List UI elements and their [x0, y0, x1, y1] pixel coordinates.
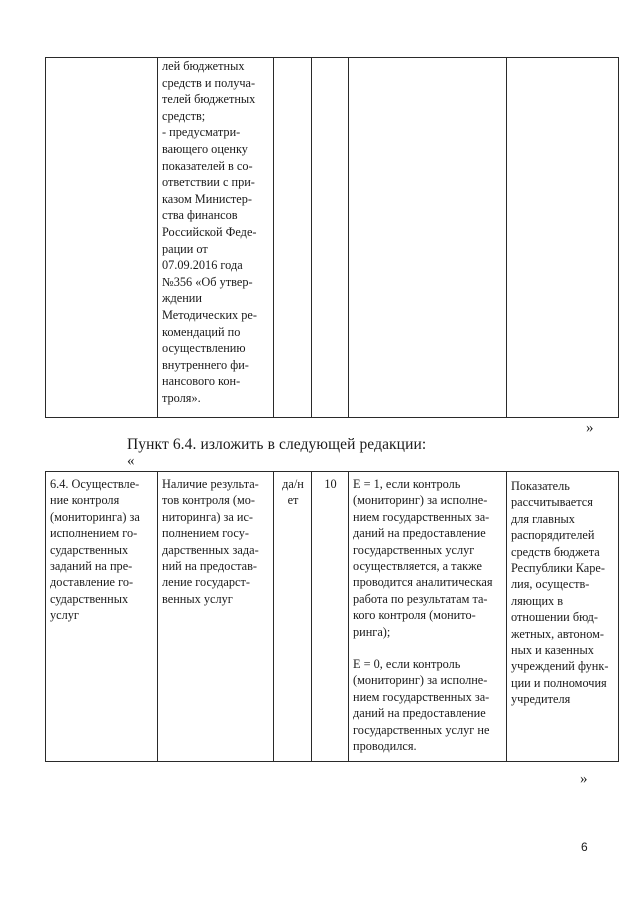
text-line: работа по результатам та-: [353, 591, 488, 606]
text-line: услуг: [50, 608, 79, 623]
table-top-cell-6: [507, 58, 619, 418]
text-line: казом Министер-: [162, 191, 253, 206]
table-top-cell-1: [46, 58, 158, 418]
table-top-cell-5: [349, 58, 507, 418]
text-line: - предусматри-: [162, 125, 241, 140]
text-line: полнением госу-: [162, 526, 249, 541]
text-line: рации от: [162, 241, 208, 256]
text-line: ства финансов: [162, 208, 238, 223]
text-line: Республики Каре-: [511, 561, 605, 576]
text-line: ных и казенных: [511, 643, 594, 658]
text-line: ждении: [162, 291, 202, 306]
text-line: Российской Феде-: [162, 224, 257, 239]
closing-quote-top: »: [586, 420, 594, 436]
text-line: кого контроля (монито-: [353, 608, 476, 623]
text-line: проводится аналитическая: [353, 575, 493, 590]
text-line: ет: [287, 493, 299, 508]
text-line: лия, осуществ-: [511, 577, 590, 592]
text-line: проводился.: [353, 739, 417, 754]
text-line: учредителя: [511, 692, 571, 707]
table-amended-section: [45, 471, 619, 762]
text-line: нием государственных за-: [353, 689, 490, 704]
text-line: государственных услуг не: [353, 722, 490, 737]
indicator-name-cell: [46, 472, 158, 762]
text-line: сударственных: [50, 542, 129, 557]
text-line: нансового кон-: [162, 374, 241, 389]
indicator-note-cell: [507, 472, 619, 762]
indicator-description-cell: [158, 472, 274, 762]
text-line: ции и полномочия: [511, 675, 607, 690]
indicator-weight-cell: [312, 472, 349, 762]
text-line: государственных услуг: [353, 542, 475, 557]
text-line: Показатель: [511, 479, 570, 493]
text-line: заданий на пре-: [50, 559, 133, 574]
text-line: даний на предоставление: [353, 706, 486, 721]
text-line: Наличие результа-: [162, 477, 259, 491]
text-line: дарственных зада-: [162, 542, 259, 557]
text-line: ний на предостав-: [162, 559, 258, 574]
text-line: Е = 0, если контроль: [353, 657, 461, 672]
text-line: (мониторинг) за исполне-: [353, 673, 488, 688]
text-line: ляющих в: [511, 593, 564, 608]
text-line: осуществлению: [162, 341, 246, 356]
text-line: комендаций по: [162, 324, 241, 339]
text-line: средств бюджета: [511, 544, 600, 559]
text-line: ниторинга) за ис-: [162, 509, 254, 524]
text-line: внутреннего фи-: [162, 357, 249, 372]
text-line: рассчитывается: [511, 495, 593, 510]
text-line: Е = 1, если контроль: [353, 477, 461, 491]
text-line: сударственных: [50, 591, 129, 606]
text-line: троля».: [162, 390, 201, 405]
table-previous-section: [45, 57, 619, 418]
page-number: 6: [581, 840, 588, 854]
table-top-cell-3: [274, 58, 312, 418]
closing-quote-bottom: »: [580, 771, 588, 787]
text-line: тов контроля (мо-: [162, 493, 255, 508]
text-line: распорядителей: [511, 528, 595, 543]
text-line: (мониторинг) за исполне-: [353, 493, 488, 508]
text-line: доставление го-: [50, 575, 134, 590]
text-line: нием государственных за-: [353, 509, 490, 524]
table-top-cell-criteria: [158, 58, 274, 418]
text-line: да/н: [282, 477, 304, 491]
text-line: осуществляется, а также: [353, 559, 482, 574]
table-top-cell-4: [312, 58, 349, 418]
text-line: жетных, автоном-: [511, 626, 604, 641]
text-line: ответствии с при-: [162, 175, 255, 190]
amendment-heading: Пункт 6.4. изложить в следующей редакции:: [127, 436, 427, 453]
text-line: (мониторинга) за: [50, 509, 140, 524]
text-line: вающего оценку: [162, 141, 248, 156]
text-line: лей бюджетных: [162, 59, 245, 73]
indicator-unit-cell: [274, 472, 312, 762]
text-line: №356 «Об утвер-: [162, 274, 253, 289]
text-line: ние контроля: [50, 493, 120, 508]
opening-quote: «: [127, 453, 135, 469]
text-line: ринга);: [353, 624, 391, 639]
text-line: 6.4. Осуществле-: [50, 477, 140, 491]
text-line: средств;: [162, 108, 206, 123]
text-line: для главных: [511, 511, 575, 526]
text-line: ление государст-: [162, 575, 250, 590]
text-line: отношении бюд-: [511, 610, 599, 625]
text-line: телей бюджетных: [162, 92, 256, 107]
text-line: показателей в со-: [162, 158, 253, 173]
text-line: учреждений функ-: [511, 659, 609, 674]
text-line: Методических ре-: [162, 307, 257, 322]
text-line: венных услуг: [162, 591, 233, 606]
indicator-weight-value: 10: [324, 477, 337, 491]
text-line: исполнением го-: [50, 526, 138, 541]
indicator-formula-cell: [349, 472, 507, 762]
text-line: даний на предоставление: [353, 526, 486, 541]
text-line: 07.09.2016 года: [162, 258, 243, 273]
text-line: средств и получа-: [162, 75, 256, 90]
